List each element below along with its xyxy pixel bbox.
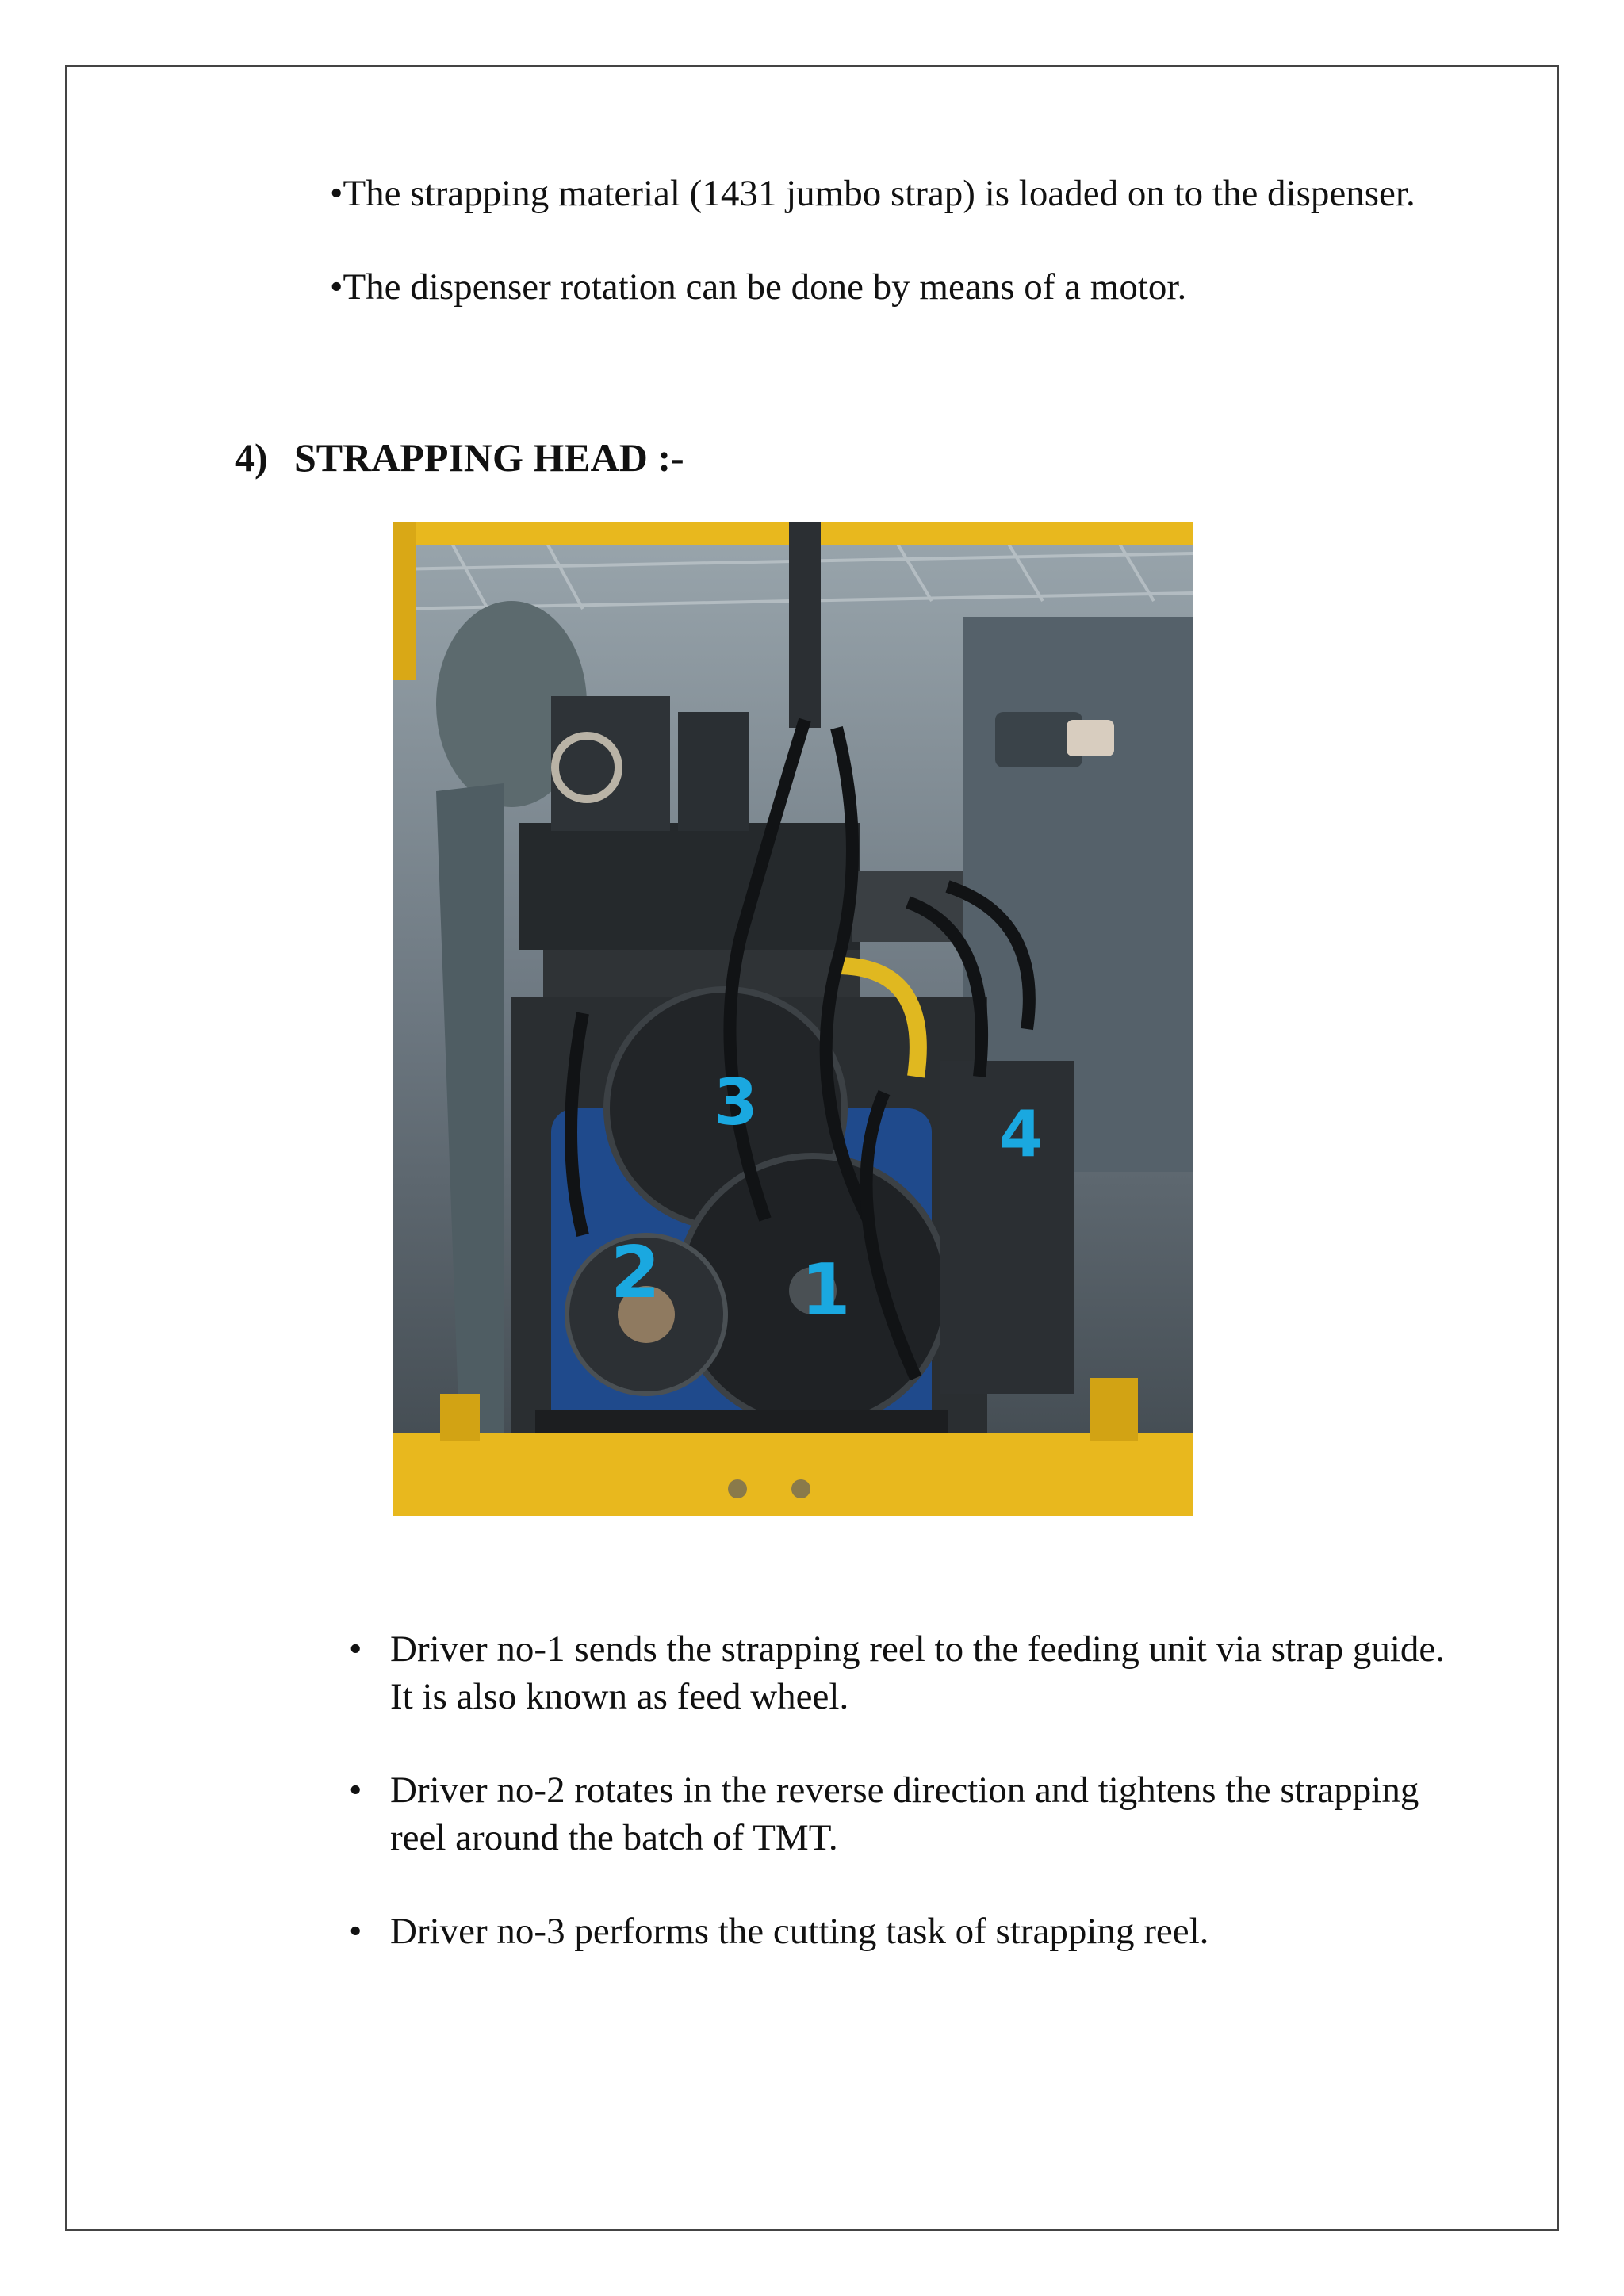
driver-bullet-1 (343, 1625, 1453, 1720)
yellow-frame-corner (440, 1394, 480, 1441)
bullet-symbol: • (349, 1628, 362, 1670)
strapping-head-photo (393, 522, 1193, 1516)
section-title: STRAPPING HEAD :- (294, 435, 684, 480)
driver-bullet-1-text: Driver no-1 sends the strapping reel to the feeding unit via strap guide. It is also known as feed wheel. (390, 1628, 1445, 1717)
intro-bullet-1-text: The strapping material (1431 jumbo strap) is loaded on to the dispenser. (343, 173, 1415, 214)
yellow-frame-corner-right (1090, 1378, 1138, 1441)
driver-bullet-3 (343, 1908, 1453, 1955)
marker-3: 3 (714, 1066, 758, 1139)
bullet-symbol: • (330, 266, 343, 308)
photo-illustration (393, 522, 1193, 1516)
yellow-left-post (393, 522, 416, 680)
frame-bolt (728, 1479, 747, 1498)
section-heading (235, 434, 684, 480)
marker-4: 4 (999, 1097, 1044, 1171)
driver-bullet-2-text: Driver no-2 rotates in the reverse direction and tightens the strapping reel around the batch of TMT. (390, 1770, 1419, 1858)
marker-1: 1 (801, 1249, 851, 1332)
driver-bullet-3-text: Driver no-3 performs the cutting task of strapping reel. (390, 1911, 1209, 1952)
intro-bullet-2-text: The dispenser rotation can be done by means of a motor. (343, 266, 1187, 308)
intro-bullet-list (330, 171, 1488, 359)
driver-bullet-list (343, 1625, 1453, 2001)
intro-bullet-2 (330, 265, 1488, 309)
valve-solenoid (551, 696, 670, 831)
bullet-symbol: • (330, 173, 343, 214)
background-motor-cap (1067, 720, 1114, 756)
yellow-base-frame (393, 1433, 1193, 1516)
driver-bullet-2 (343, 1766, 1453, 1862)
intro-bullet-1 (330, 171, 1488, 216)
frame-bolt (791, 1479, 810, 1498)
section-number: 4) (235, 435, 268, 480)
bullet-symbol: • (349, 1911, 362, 1952)
top-hose (789, 522, 821, 728)
marker-2: 2 (611, 1231, 661, 1314)
screw-rod (535, 1410, 948, 1433)
valve-block (519, 823, 860, 950)
valve-solenoid-2 (678, 712, 749, 831)
bullet-symbol: • (349, 1770, 362, 1811)
